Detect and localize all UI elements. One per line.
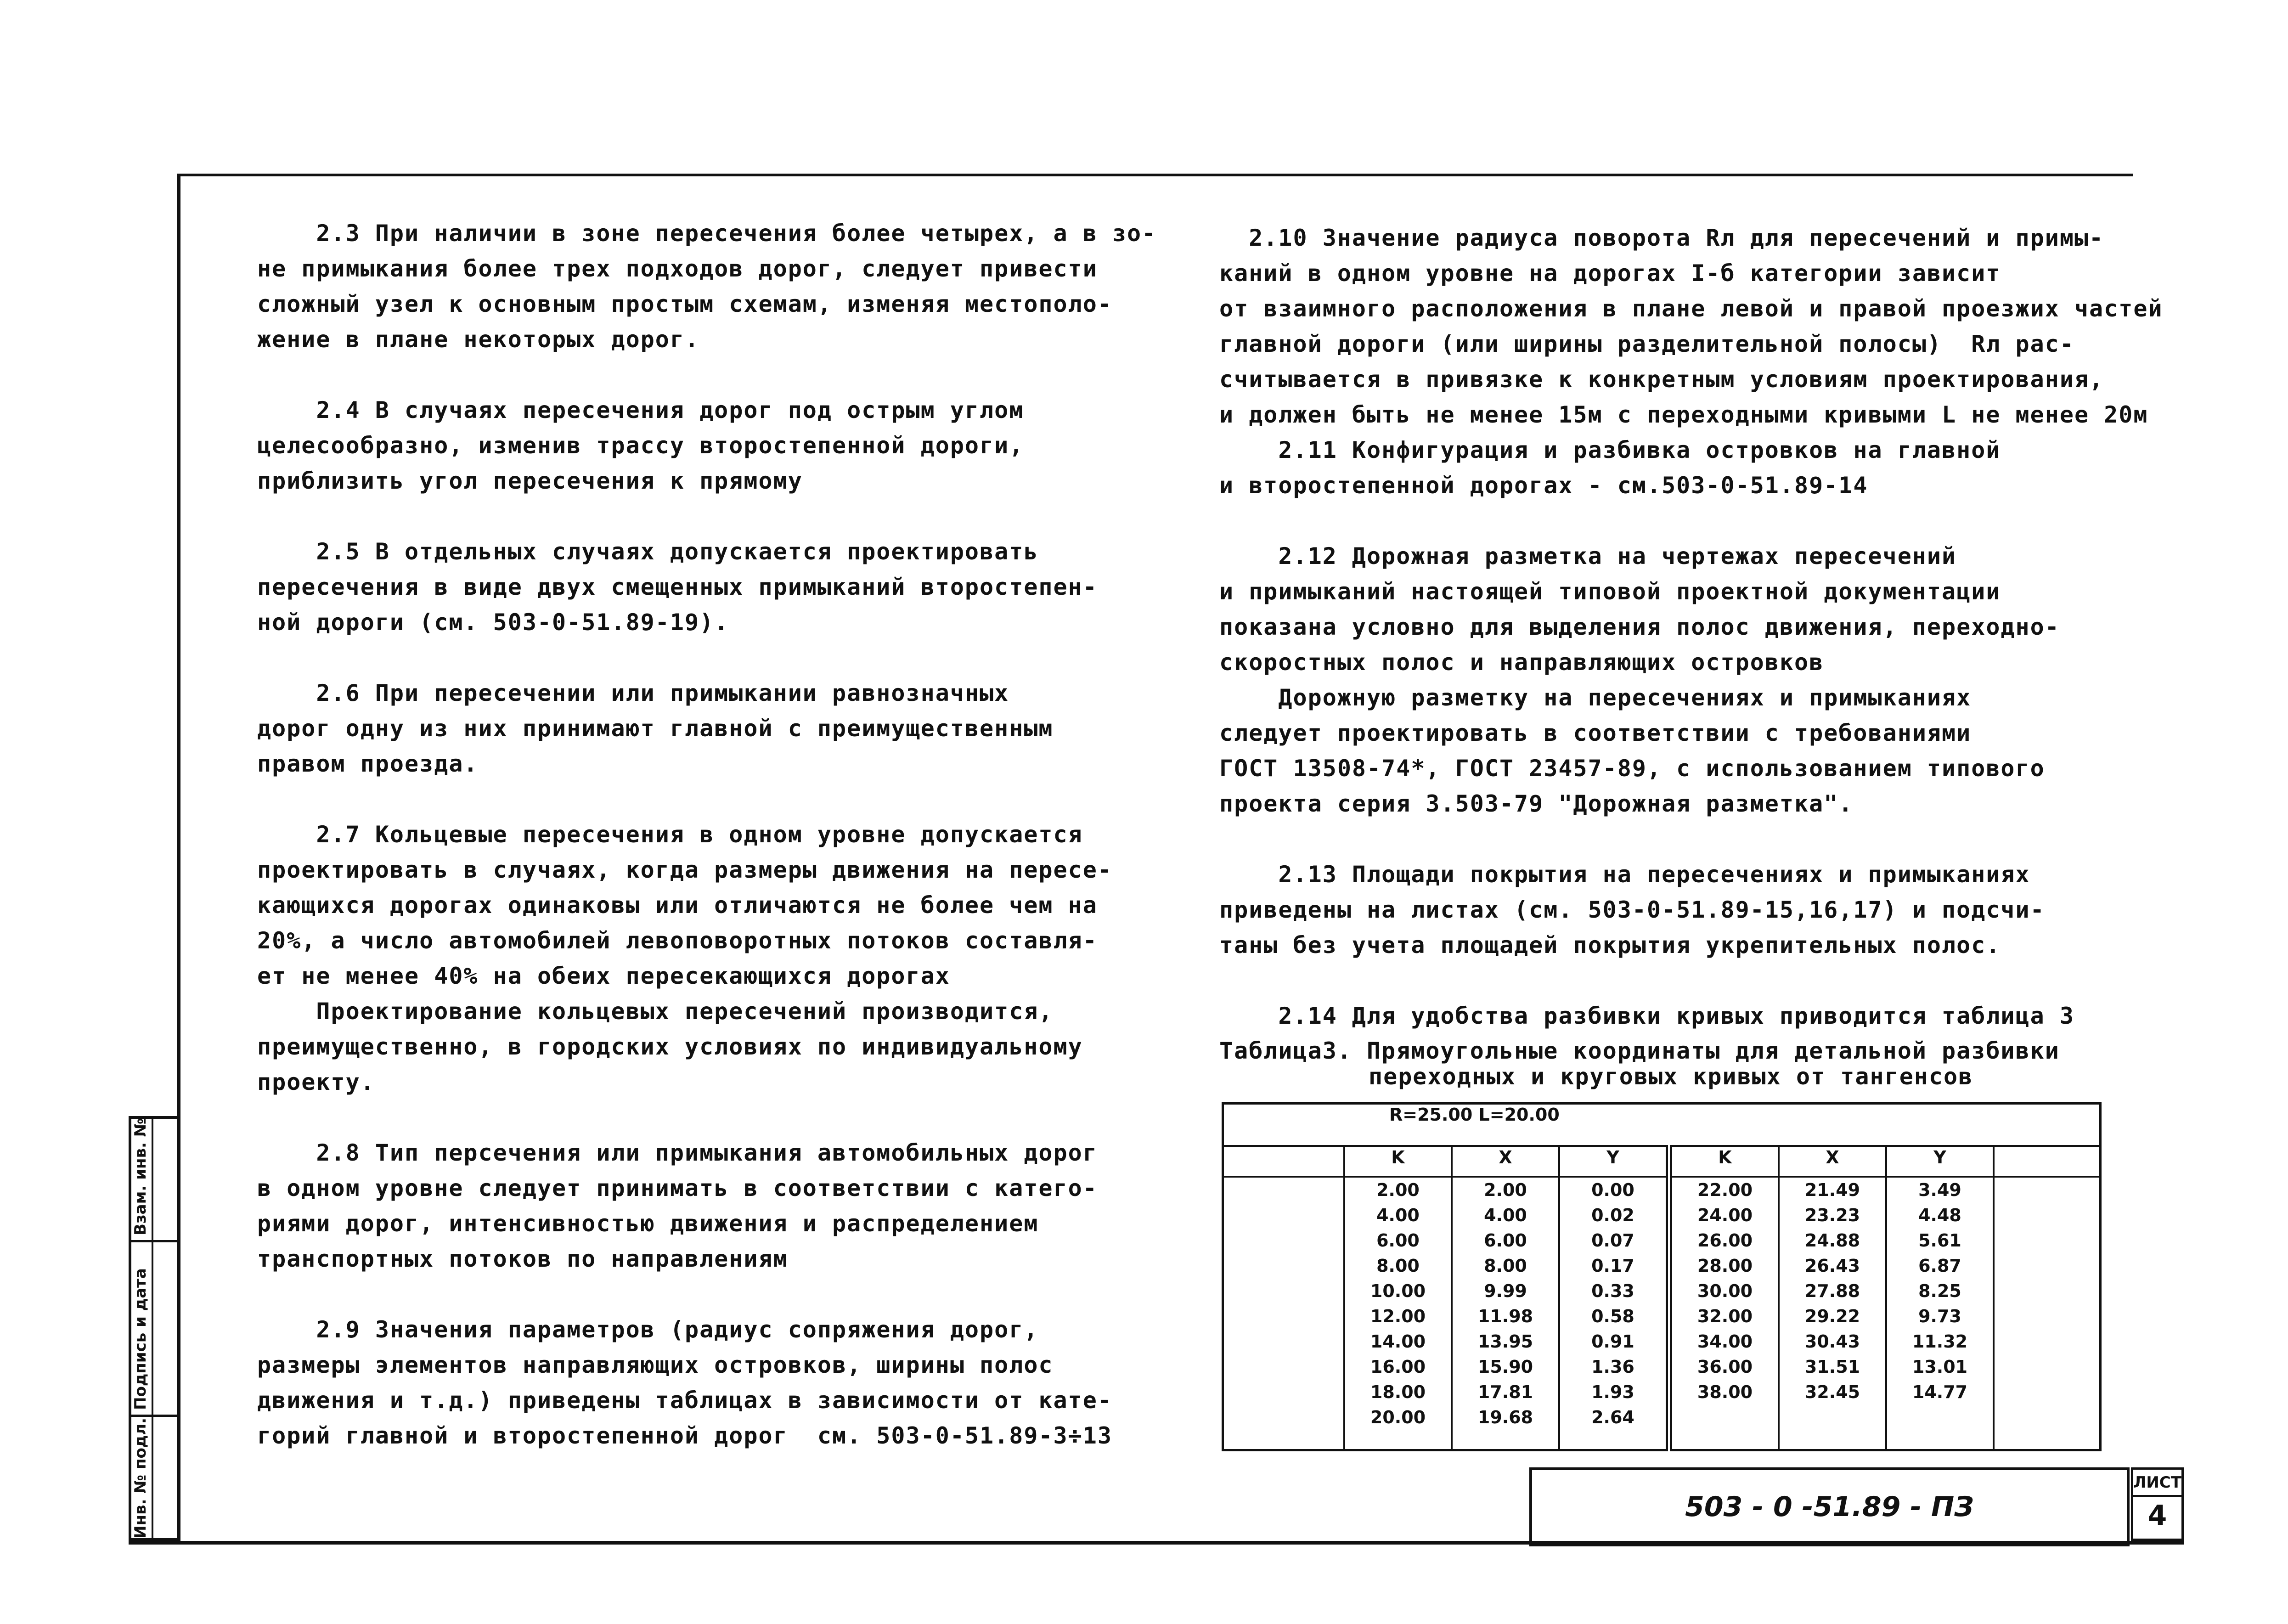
table-cell: 18.00 [1370, 1382, 1426, 1402]
text-line [1219, 963, 2163, 998]
column-right-k [1669, 1177, 1779, 1450]
text-line: 2.4 В случаях пересечения дорог под острым углом [257, 397, 1024, 423]
table-cell: 11.98 [1477, 1306, 1533, 1326]
col-header-y2: Y [1886, 1146, 1994, 1177]
text-line: от взаимного расположения в плане левой и правой проезжих частей [1219, 295, 2163, 322]
text-line: 2.6 При пересечении или примыкании равнозначных [257, 680, 1009, 706]
text-line: 2.13 Площади покрытия на пересечениях и примыканиях [1219, 861, 2030, 888]
text-line: жение в плане некоторых дорог. [257, 326, 700, 353]
table-caption-line2: переходных и круговых кривых от тангенсов [1369, 1063, 1973, 1090]
text-line [257, 640, 1156, 676]
table-cell: 22.00 [1697, 1180, 1753, 1200]
margin-separator-1 [129, 1240, 177, 1242]
table-cell: 5.61 [1918, 1230, 1961, 1251]
column-left-k [1344, 1177, 1452, 1450]
document-code-stamp: 503 - 0 -51.89 - ПЗ [1529, 1467, 2130, 1546]
text-line: 2.5 В отдельных случаях допускается проектировать [257, 538, 1039, 565]
text-line: правом проезда. [257, 750, 479, 777]
left-text-column [257, 216, 1156, 1454]
table-cell: 32.00 [1697, 1306, 1753, 1326]
table-cell: 34.00 [1697, 1331, 1753, 1352]
text-line: 2.10 Значение радиуса поворота Rл для пересечений и примы- [1219, 225, 2104, 251]
table-cell: 32.45 [1804, 1382, 1860, 1402]
table-cell: 0.00 [1591, 1180, 1634, 1200]
text-line: 2.12 Дорожная разметка на чертежах пересечений [1219, 543, 1957, 570]
text-line: движения и т.д.) приведены таблицах в зависимости от кате- [257, 1387, 1112, 1414]
table-cell: 15.90 [1477, 1357, 1533, 1377]
text-line: 2.11 Конфигурация и разбивка островков на главной [1219, 437, 2001, 463]
text-line: и должен быть не менее 15м с переходными кривыми L не менее 20м [1219, 401, 2148, 428]
table-cell: 24.00 [1697, 1205, 1753, 1225]
table-cell: 0.58 [1591, 1306, 1634, 1326]
table-cell: 27.88 [1804, 1281, 1860, 1301]
table-cell: 16.00 [1370, 1357, 1426, 1377]
margin-cell-replacement: Взам. инв. № [131, 1118, 150, 1235]
text-line: каний в одном уровне на дорогах I-б категории зависит [1219, 260, 2001, 287]
table-cell: 6.87 [1918, 1256, 1961, 1276]
text-line: 2.14 Для удобства разбивки кривых приводится таблица 3 [1219, 1003, 2074, 1029]
table-cell: 11.32 [1912, 1331, 1968, 1352]
text-line: риями дорог, интенсивностью движения и распределением [257, 1210, 1039, 1237]
table-cell: 10.00 [1370, 1281, 1426, 1301]
text-line: таны без учета площадей покрытия укрепительных полос. [1219, 932, 2001, 959]
text-line [257, 357, 1156, 393]
column-right-x [1779, 1177, 1886, 1450]
table-cell: 1.93 [1591, 1382, 1634, 1402]
table-cell: 4.00 [1484, 1205, 1527, 1225]
text-line: транспортных потоков по направлениям [257, 1246, 788, 1272]
text-line: размеры элементов направляющих островков, ширины полос [257, 1352, 1054, 1378]
sheet-number: 4 [2131, 1493, 2184, 1541]
table-cell: 4.48 [1918, 1205, 1961, 1225]
table-cell: 30.43 [1804, 1331, 1860, 1352]
table-cell: 0.33 [1591, 1281, 1634, 1301]
col-header-x1: X [1452, 1146, 1559, 1177]
text-line: ГОСТ 13508-74*, ГОСТ 23457-89, с использованием типового [1219, 755, 2045, 782]
frame-top-border [177, 174, 2133, 176]
text-line: сложный узел к основным простым схемам, изменяя местополо- [257, 291, 1112, 317]
text-line: скоростных полос и направляющих островков [1219, 649, 1824, 676]
text-line [257, 499, 1156, 534]
table-cell: 14.77 [1912, 1382, 1968, 1402]
table-cell: 12.00 [1370, 1306, 1426, 1326]
table-cell: 6.00 [1376, 1230, 1420, 1251]
text-line: ет не менее 40% на обеих пересекающихся дорогах [257, 963, 950, 989]
margin-cell-signature: Подпись и дата [131, 1268, 150, 1410]
text-line: показана условно для выделения полос движения, переходно- [1219, 614, 2060, 640]
text-line: в одном уровне следует принимать в соответствии с катего- [257, 1175, 1098, 1201]
table-cell: 9.99 [1484, 1281, 1527, 1301]
text-line: дорог одну из них принимают главной с преимущественным [257, 715, 1054, 742]
table-cell: 14.00 [1370, 1331, 1426, 1352]
coordinates-table [1222, 1102, 2102, 1451]
table-cell: 26.43 [1804, 1256, 1860, 1276]
table-cell: 30.00 [1697, 1281, 1753, 1301]
col-header-k2: K [1669, 1146, 1779, 1177]
text-line: преимущественно, в городских условиях по индивидуальному [257, 1033, 1083, 1060]
text-line: и второстепенной дорогах - см.503-0-51.89-14 [1219, 472, 1868, 499]
table-cell: 26.00 [1697, 1230, 1753, 1251]
text-line: считывается в привязке к конкретным условиям проектирования, [1219, 366, 2104, 393]
table-cell: 2.00 [1484, 1180, 1527, 1200]
table-cell: 17.81 [1477, 1382, 1533, 1402]
text-line: 2.8 Тип персечения или примыкания автомобильных дорог [257, 1139, 1098, 1166]
right-text-column [1219, 220, 2163, 1034]
text-line: и примыканий настоящей типовой проектной документации [1219, 578, 2001, 605]
text-line [257, 782, 1156, 817]
table-cell: 9.73 [1918, 1306, 1961, 1326]
text-line: 2.9 Значения параметров (радиус сопряжения дорог, [257, 1316, 1039, 1343]
table-cell: 8.25 [1918, 1281, 1961, 1301]
table-cell: 0.02 [1591, 1205, 1634, 1225]
table-cell: 6.00 [1484, 1230, 1527, 1251]
table-cell: 8.00 [1484, 1256, 1527, 1276]
text-line: целесообразно, изменив трассу второстепенной дороги, [257, 432, 1024, 459]
text-line: пересечения в виде двух смещенных примыканий второстепен- [257, 574, 1098, 600]
text-line: Дорожную разметку на пересечениях и примыканиях [1219, 684, 1972, 711]
text-line: кающихся дорогах одинаковы или отличаются не более чем на [257, 892, 1098, 919]
text-line [1219, 822, 2163, 857]
table-cell: 3.49 [1918, 1180, 1961, 1200]
col-header-k1: K [1344, 1146, 1452, 1177]
table-cell: 31.51 [1804, 1357, 1860, 1377]
text-line: горий главной и второстепенной дорог см. 503-0-51.89-3÷13 [257, 1422, 1112, 1449]
table-cell: 0.17 [1591, 1256, 1634, 1276]
text-line: ной дороги (см. 503-0-51.89-19). [257, 609, 729, 636]
table-cell: 38.00 [1697, 1382, 1753, 1402]
table-cell: 1.36 [1591, 1357, 1634, 1377]
text-line: приблизить угол пересечения к прямому [257, 468, 803, 494]
text-line: 2.7 Кольцевые пересечения в одном уровне допускается [257, 821, 1083, 848]
column-left-x [1452, 1177, 1559, 1450]
text-line: проекту. [257, 1069, 375, 1095]
table-cell: 2.64 [1591, 1407, 1634, 1427]
text-line: проектировать в случаях, когда размеры движения на пересе- [257, 857, 1112, 883]
table-cell: 8.00 [1376, 1256, 1420, 1276]
text-line: 2.3 При наличии в зоне пересечения более четырех, а в зо- [257, 220, 1157, 247]
table-cell: 20.00 [1370, 1407, 1426, 1427]
table-cell: 24.88 [1804, 1230, 1860, 1251]
table-cell: 0.91 [1591, 1331, 1634, 1352]
text-line [257, 1277, 1156, 1312]
text-line [1219, 503, 2163, 539]
text-line: следует проектировать в соответствии с требованиями [1219, 720, 1972, 746]
col-header-y1: Y [1559, 1146, 1669, 1177]
text-line: главной дороги (или ширины разделительной полосы) Rл рас- [1219, 331, 2074, 357]
text-line: приведены на листах (см. 503-0-51.89-15,16,17) и подсчи- [1219, 897, 2045, 923]
text-line: 20%, а число автомобилей левоповоротных потоков составля- [257, 927, 1098, 954]
text-line: не примыкания более трех подходов дорог, следует привести [257, 255, 1098, 282]
table-cell: 23.23 [1804, 1205, 1860, 1225]
table-cell: 19.68 [1477, 1407, 1533, 1427]
margin-cell-inventory: Инв. № подл. [131, 1417, 150, 1539]
table-header-params: R=25.00 L=20.00 [1223, 1104, 2101, 1146]
col-header-x2: X [1779, 1146, 1886, 1177]
text-line: Проектирование кольцевых пересечений производится, [257, 998, 1054, 1025]
column-left-y [1559, 1177, 1669, 1450]
table-cell: 28.00 [1697, 1256, 1753, 1276]
text-line: проекта серия 3.503-79 "Дорожная разметка". [1219, 790, 1854, 817]
frame-left-border [177, 174, 180, 1544]
table-cell: 36.00 [1697, 1357, 1753, 1377]
table-cell: 29.22 [1804, 1306, 1860, 1326]
table-cell: 2.00 [1376, 1180, 1420, 1200]
table-cell: 0.07 [1591, 1230, 1634, 1251]
table-cell: 13.95 [1477, 1331, 1533, 1352]
margin-separator-2 [129, 1415, 177, 1417]
table-cell: 4.00 [1376, 1205, 1420, 1225]
table-caption [1219, 1038, 2060, 1089]
column-right-y [1886, 1177, 1994, 1450]
table-cell: 13.01 [1912, 1357, 1968, 1377]
margin-divider [152, 1116, 153, 1541]
text-line [257, 1100, 1156, 1135]
sheet-label: ЛИСТ [2131, 1467, 2184, 1497]
table-caption-line1: Таблица3. Прямоугольные координаты для детальной разбивки [1219, 1038, 2060, 1064]
table-cell: 21.49 [1804, 1180, 1860, 1200]
